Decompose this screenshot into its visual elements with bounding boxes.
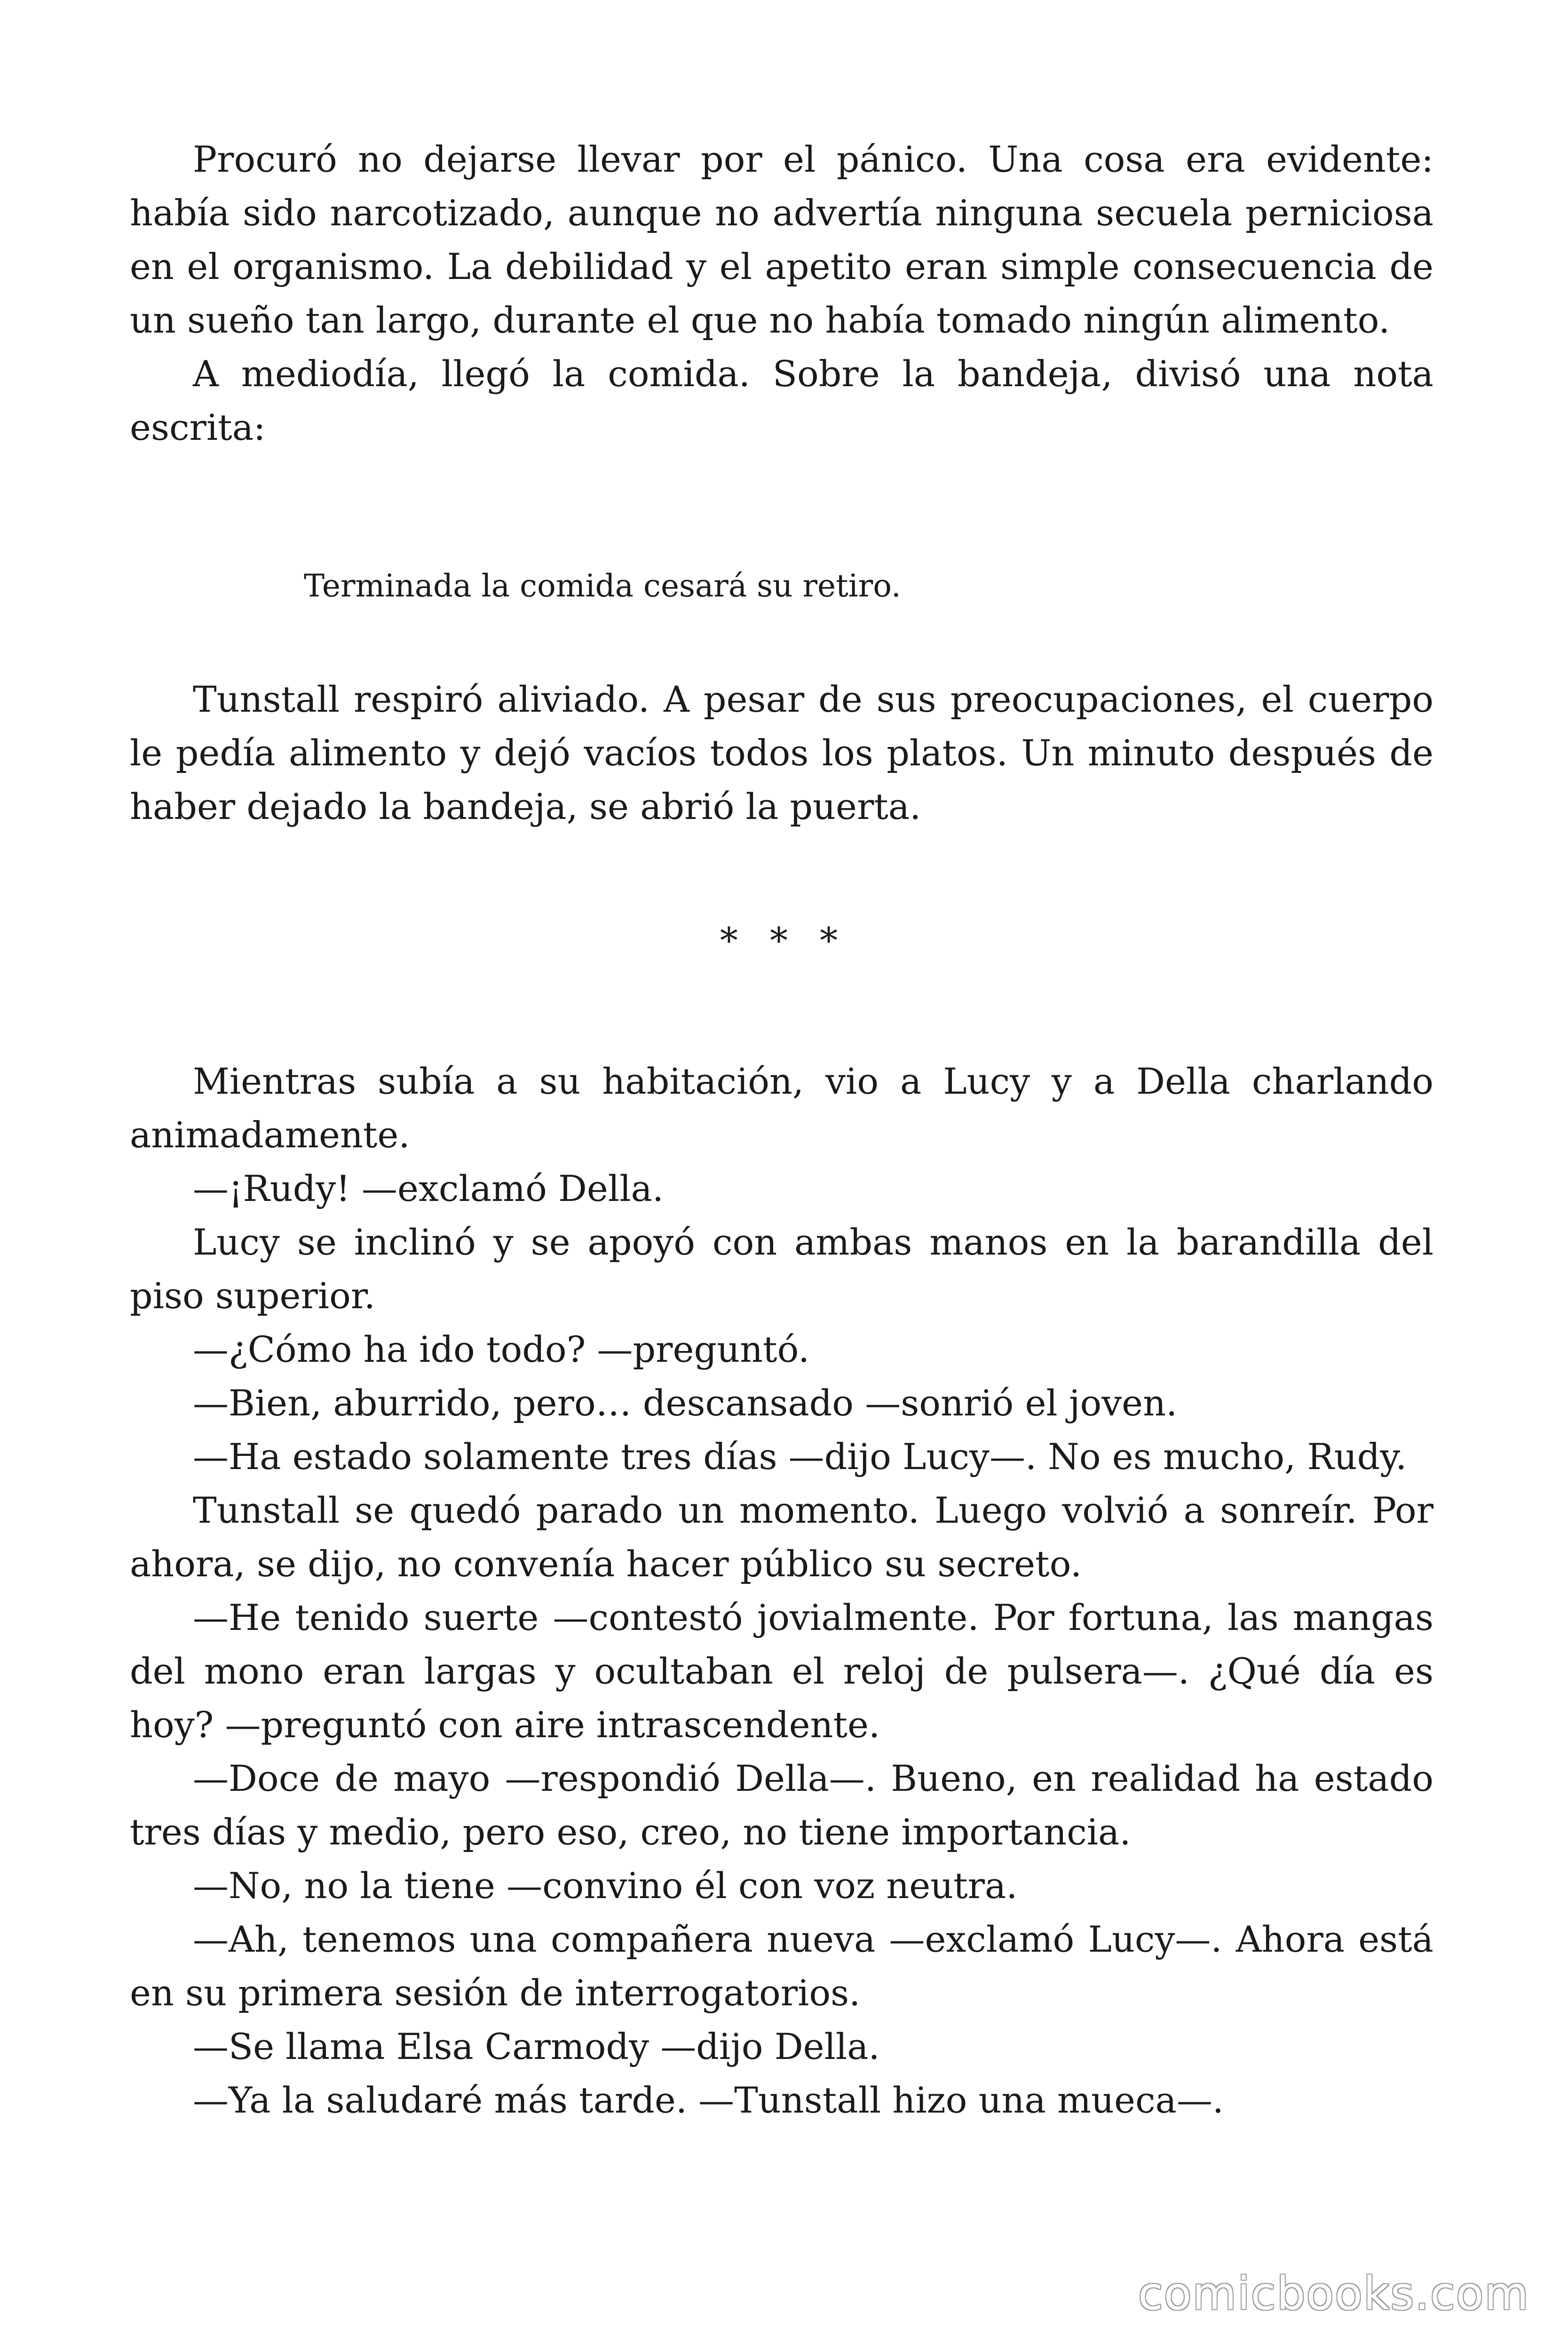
- paragraph: —Ya la saludaré más tarde. —Tunstall hizo una mueca—.: [193, 2079, 1224, 2121]
- paragraph: —Bien, aburrido, pero… descansado —sonrió el joven.: [193, 1382, 1178, 1424]
- scene-break: * * *: [720, 920, 848, 961]
- paragraph: Procuró no dejarse llevar por el pánico. Una cosa era evidente: había sido narcotizado, aunque no advertía ninguna secuela perniciosa en el organismo. La debilidad y el apetito eran simple consecuencia de un sueño tan largo, durante el que no había tomado ningún alimento.: [130, 138, 1433, 341]
- watermark: comicbooks.com: [1138, 2267, 1529, 2320]
- paragraph: —Se llama Elsa Carmody —dijo Della.: [193, 2026, 880, 2067]
- paragraph: Mientras subía a su habitación, vio a Lucy y a Della charlando animadamente.: [130, 1060, 1433, 1156]
- paragraph: —Ah, tenemos una compañera nueva —exclamó Lucy—. Ahora está en su primera sesión de interrogatorios.: [130, 1918, 1433, 2014]
- paragraph: —He tenido suerte —contestó jovialmente. Por fortuna, las mangas del mono eran largas y ocultaban el reloj de pulsera—. ¿Qué día es hoy? —preguntó con aire intrascendente.: [130, 1597, 1433, 1746]
- paragraph: Tunstall respiró aliviado. A pesar de sus preocupaciones, el cuerpo le pedía alimento y dejó vacíos todos los platos. Un minuto después de haber dejado la bandeja, se abrió la puerta.: [130, 678, 1433, 827]
- paragraph: A mediodía, llegó la comida. Sobre la bandeja, divisó una nota escrita:: [130, 353, 1433, 448]
- paragraph: —Ha estado solamente tres días —dijo Lucy—. No es mucho, Rudy.: [193, 1436, 1407, 1478]
- paragraph: Tunstall se quedó parado un momento. Luego volvió a sonreír. Por ahora, se dijo, no convenía hacer público su secreto.: [130, 1489, 1433, 1585]
- paragraph: Lucy se inclinó y se apoyó con ambas manos en la barandilla del piso superior.: [130, 1221, 1433, 1317]
- paragraph: —¿Cómo ha ido todo? —preguntó.: [193, 1328, 810, 1370]
- text-section-2: [130, 673, 1433, 834]
- text-section-3: [130, 1055, 1433, 2127]
- paragraph: —No, no la tiene —convino él con voz neutra.: [193, 1865, 1018, 1907]
- paragraph: —Doce de mayo —respondió Della—. Bueno, en realidad ha estado tres días y medio, pero eso, creo, no tiene importancia.: [130, 1757, 1433, 1853]
- paragraph: —¡Rudy! —exclamó Della.: [193, 1168, 664, 1209]
- text-section-1: [130, 133, 1433, 454]
- written-note: Terminada la comida cesará su retiro.: [304, 568, 901, 604]
